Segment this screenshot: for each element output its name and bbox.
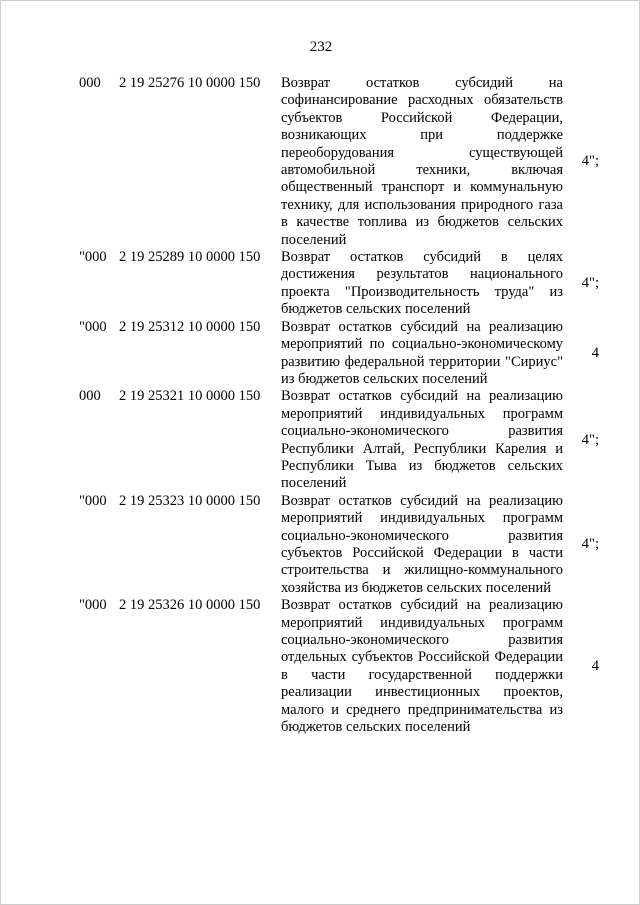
- table-row: [79, 597, 599, 736]
- income-name: Возврат остатков субсидий на реализацию мероприятий индивидуальных программ социально-экономического развития отдельных субъектов Российской Федерации в части государственной поддержки реализации инвестиционных проектов, малого и среднего предпринимательства из бюджетов сельских поселений: [281, 597, 563, 736]
- income-name: Возврат остатков субсидий на реализацию мероприятий по социально-экономическому развитию федеральной территории "Сириус" из бюджетов сельских поселений: [281, 318, 563, 387]
- admin-code: 000: [79, 388, 101, 405]
- income-name: Возврат остатков субсидий в целях достижения результатов национального проекта "Производительность труда" из бюджетов сельских поселений: [281, 249, 563, 318]
- classification-code: 2 19 25321 10 0000 150: [119, 388, 261, 405]
- admin-code: "000: [79, 597, 107, 614]
- classification-code: 2 19 25312 10 0000 150: [119, 318, 261, 335]
- norm-value: 4";: [581, 431, 599, 448]
- classification-code: 2 19 25289 10 0000 150: [119, 249, 261, 266]
- admin-code: "000: [79, 249, 107, 266]
- norm-value: 4: [591, 344, 599, 361]
- norm-value: 4: [591, 658, 599, 675]
- income-name: Возврат остатков субсидий на реализацию мероприятий индивидуальных программ социально-экономического развития Республики Алтай, Республики Карелия и Республики Тыва из бюджетов сельских поселений: [281, 388, 563, 492]
- table-row: [79, 249, 599, 319]
- income-name: Возврат остатков субсидий на софинансирование расходных обязательств субъектов Российской Федерации, возникающих при поддержке переоборудования существующей автомобильной техники, включая общественный транспорт и коммунальную технику, для использования природного газа в качестве топлива из бюджетов сельских поселений: [281, 75, 563, 248]
- classification-code: 2 19 25323 10 0000 150: [119, 492, 261, 509]
- table-row: [79, 319, 599, 389]
- budget-code-table: [79, 75, 599, 736]
- norm-value: 4";: [581, 536, 599, 553]
- norm-value: 4";: [581, 275, 599, 292]
- table-row: [79, 493, 599, 597]
- admin-code: 000: [79, 75, 101, 91]
- classification-code: 2 19 25276 10 0000 150: [119, 75, 261, 91]
- admin-code: "000: [79, 318, 107, 335]
- classification-code: 2 19 25326 10 0000 150: [119, 597, 261, 614]
- admin-code: "000: [79, 492, 107, 509]
- page-number: 232: [309, 39, 333, 55]
- income-name: Возврат остатков субсидий на реализацию мероприятий индивидуальных программ социально-экономического развития субъектов Российской Федерации в части строительства и жилищно-коммунального хозяйства из бюджетов сельских поселений: [281, 492, 563, 596]
- norm-value: 4";: [581, 153, 599, 170]
- table-row: [79, 388, 599, 492]
- table-row: [79, 75, 599, 249]
